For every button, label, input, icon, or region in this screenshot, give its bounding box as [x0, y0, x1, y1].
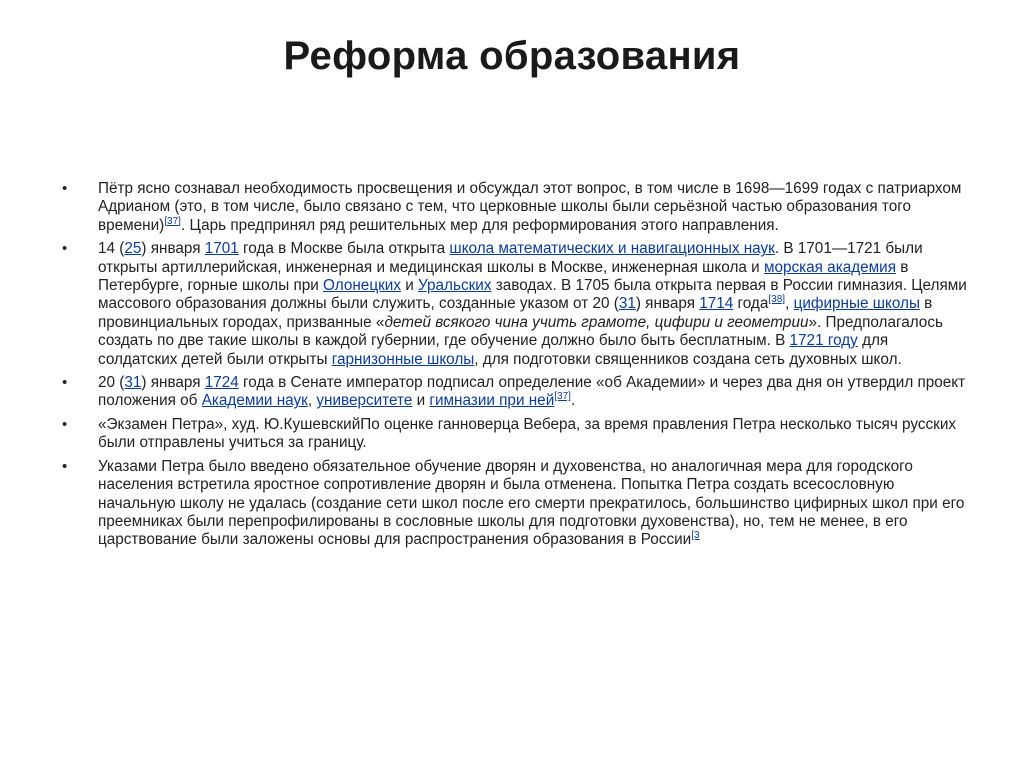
bullet-text: 20 (: [98, 374, 125, 392]
reference-link-3[interactable]: [3: [691, 530, 700, 542]
link-garrison-schools[interactable]: гарнизонные школы: [331, 350, 475, 368]
bullet-text: ) января: [635, 295, 700, 313]
link-academy-of-sciences[interactable]: Академии наук: [201, 392, 308, 410]
bullet-marker: •: [62, 415, 68, 433]
bullet-text: .: [570, 392, 576, 410]
italic-quote: детей всякого чина учить грамоте, цифири и геометрии: [384, 313, 809, 331]
bullet-text: Пётр ясно сознавал необходимость просвещения и обсуждал этот вопрос, в том числе в 1698—1699 годах с патриархом Адрианом (это, в том числе, было связано с тем, что церковные школы были серьёзной частью образования того времени): [98, 180, 962, 234]
bullet-text: ) января: [141, 240, 205, 258]
link-date-25[interactable]: 25: [124, 240, 142, 258]
reference-sup: [554, 391, 571, 402]
reference-sup: [691, 530, 699, 541]
bullet-marker: •: [62, 240, 68, 258]
reference-link-37[interactable]: [37]: [164, 215, 181, 227]
reference-link-38[interactable]: [38]: [768, 294, 786, 306]
link-navigation-school[interactable]: школа математических и навигационных наук: [449, 240, 775, 258]
link-university[interactable]: университете: [316, 392, 413, 410]
link-year-1714[interactable]: 1714: [699, 295, 734, 313]
link-ural[interactable]: Уральских: [418, 277, 492, 295]
bullet-item-5: [62, 458, 968, 550]
bullet-text: . Царь предпринял ряд решительных мер для реформирования этого направления.: [180, 216, 779, 234]
bullet-text: Указами Петра было введено обязательное обучение дворян и духовенства, но аналогичная мера для городского населения встретила яростное сопротивление дворян и была отменена. Попытка Петра создать всесословную начальную школу не удалась (создание сети школ после его смерти прекратилось, большинство цифирных школ при его преемниках были перепрофилированы в сословные школы для подготовки духовенства), но, тем не менее, в его царствование были заложены основы для распространения образования в России: [98, 457, 965, 549]
link-date-31[interactable]: 31: [124, 374, 142, 392]
bullet-text: «Экзамен Петра», худ. Ю.КушевскийПо оценке ганноверца Вебера, за время правления Петра несколько тысяч русских были отправлены учиться за границу.: [98, 415, 957, 452]
slide-title: Реформа образования: [283, 34, 741, 78]
bullet-text: и: [412, 392, 430, 410]
bullet-list: [62, 180, 968, 555]
bullet-item-1: [62, 180, 968, 235]
bullet-item-2: [62, 240, 968, 369]
reference-link-37[interactable]: [37]: [554, 391, 571, 403]
bullet-text: для солдатских детей были открыты: [98, 332, 889, 368]
bullet-item-4: [62, 416, 968, 453]
bullet-text: ». Предполагалось создать по две такие школы в каждой губернии, где обучение должно было быть бесплатным. В: [98, 313, 943, 350]
link-naval-academy[interactable]: морская академия: [763, 258, 897, 276]
link-year-1724[interactable]: 1724: [204, 374, 239, 392]
bullet-marker: •: [62, 457, 68, 475]
link-date-31[interactable]: 31: [618, 295, 636, 313]
link-cipher-schools[interactable]: цифирные школы: [793, 295, 920, 313]
bullet-text: ) января: [141, 374, 205, 392]
bullet-text: в Петербурге, горные школы при: [98, 258, 909, 295]
bullet-text: года в Москве была открыта: [238, 240, 450, 258]
link-gymnasium[interactable]: гимназии при ней: [429, 392, 555, 410]
bullet-text: 14 (: [98, 240, 125, 258]
bullet-text: ,: [307, 392, 317, 410]
reference-sup: [164, 216, 181, 227]
bullet-text: ,: [785, 295, 794, 313]
bullet-item-3: [62, 374, 968, 411]
bullet-text: . В 1701—1721 были открыты артиллерийская, инженерная и медицинская школы в Москве, инженерная школа и: [98, 240, 923, 276]
bullet-marker: •: [62, 374, 68, 392]
link-year-1721[interactable]: 1721 году: [789, 332, 858, 350]
bullet-marker: •: [62, 180, 68, 197]
bullet-text: в провинциальных городах, призванные «: [98, 295, 933, 331]
bullet-text: и: [400, 277, 419, 295]
bullet-text: года: [733, 295, 769, 313]
link-olonets[interactable]: Олонецких: [323, 277, 401, 295]
link-year-1701[interactable]: 1701: [204, 240, 239, 258]
reference-sup: [768, 294, 785, 305]
bullet-text: заводах. В 1705 была открыта первая в России гимназия. Целями массового образования должны были служить, созданные указом от 20 (: [98, 277, 967, 313]
bullet-text: года в Сенате император подписал определение «об Академии» и через два дня он утвердил проект положения об: [98, 374, 966, 410]
bullet-text: , для подготовки священников создана сеть духовных школ.: [474, 350, 902, 368]
